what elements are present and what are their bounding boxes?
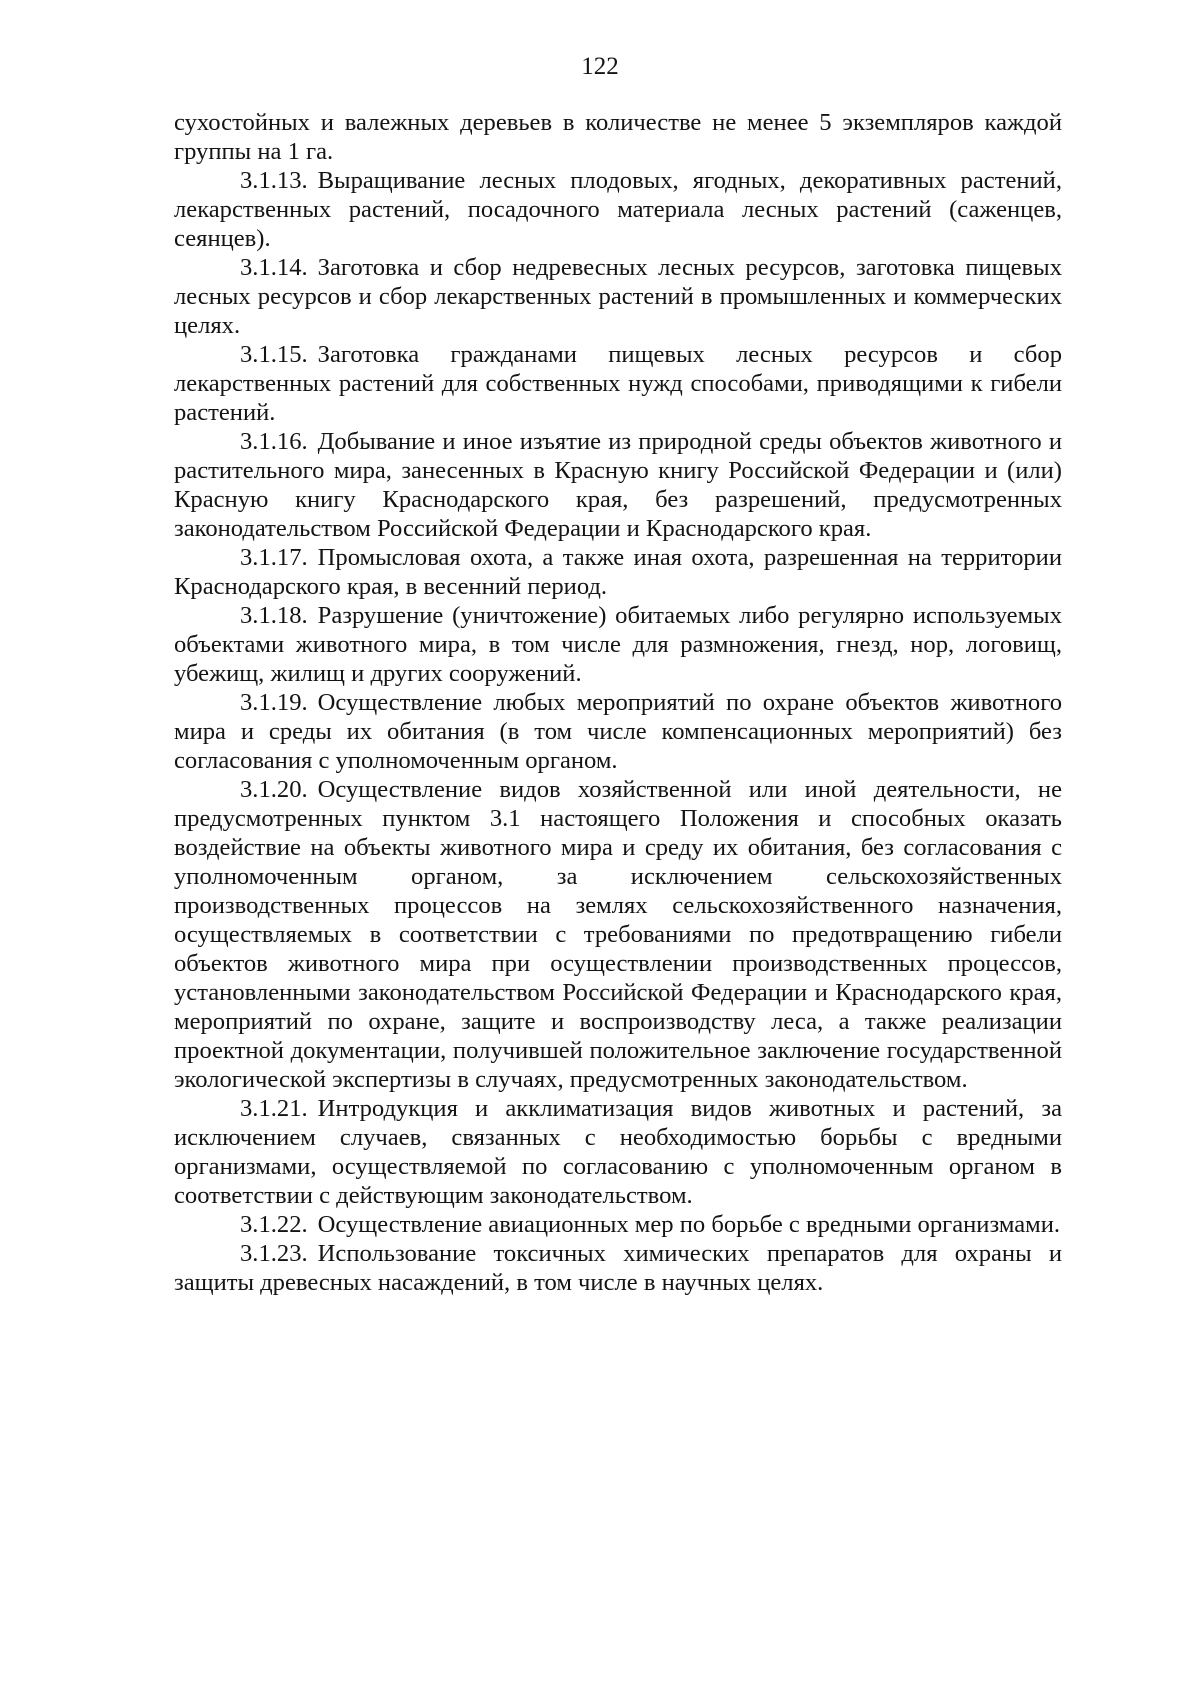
paragraph-number: 3.1.17. <box>240 544 308 571</box>
paragraph-text: Заготовка и сбор недревесных лесных ресурсов, заготовка пищевых лесных ресурсов и сбор лекарственных растений в промышленных и коммерческих целях. <box>174 254 1062 339</box>
paragraph-number: 3.1.18. <box>240 602 308 629</box>
paragraph-text: Промысловая охота, а также иная охота, разрешенная на территории Краснодарского края, в весенний период. <box>174 544 1062 600</box>
paragraph-text: Осуществление видов хозяйственной или иной деятельности, не предусмотренных пунктом 3.1 настоящего Положения и способных оказать воздействие на объекты животного мира и среду их обитания, без согласования с уполномоченным органом, за исключением сельскохозяйственных производственных процессов на землях сельскохозяйственного назначения, осуществляемых в соответствии с требованиями по предотвращению гибели объектов животного мира при осуществлении производственных процессов, установленными законодательством Российской Федерации и Краснодарского края, мероприятий по охране, защите и воспроизводству леса, а также реализации проектной документации, получившей положительное заключение государственной экологической экспертизы в случаях, предусмотренных законодательством. <box>174 776 1062 1093</box>
paragraph-text: Интродукция и акклиматизация видов животных и растений, за исключением случаев, связанных с необходимостью борьбы с вредными организмами, осуществляемой по согласованию с уполномоченным органом в соответствии с действующим законодательством. <box>174 1095 1062 1209</box>
paragraph-number: 3.1.23. <box>240 1240 308 1267</box>
paragraph-3-1-21 <box>174 1094 1062 1210</box>
document-body <box>174 108 1062 1297</box>
paragraph-number: 3.1.21. <box>240 1095 308 1122</box>
paragraph-3-1-16 <box>174 427 1062 543</box>
paragraph-text: Осуществление авиационных мер по борьбе с вредными организмами. <box>317 1211 1061 1238</box>
paragraph-3-1-13 <box>174 166 1062 253</box>
paragraph-number: 3.1.13. <box>240 167 308 194</box>
paragraph-text: Заготовка гражданами пищевых лесных ресурсов и сбор лекарственных растений для собственных нужд способами, приводящими к гибели растений. <box>174 341 1062 426</box>
page-number: 122 <box>581 53 619 80</box>
paragraph-text: Использование токсичных химических препаратов для охраны и защиты древесных насаждений, в том числе в научных целях. <box>174 1240 1062 1296</box>
paragraph-text: Разрушение (уничтожение) обитаемых либо регулярно используемых объектами животного мира, в том числе для размножения, гнезд, нор, логовищ, убежищ, жилищ и других сооружений. <box>174 602 1062 687</box>
paragraph-text: Осуществление любых мероприятий по охране объектов животного мира и среды их обитания (в том числе компенсационных мероприятий) без согласования с уполномоченным органом. <box>174 689 1062 774</box>
paragraph-number: 3.1.19. <box>240 689 308 716</box>
paragraph-3-1-23 <box>174 1239 1062 1297</box>
paragraph-3-1-18 <box>174 601 1062 688</box>
paragraph-number: 3.1.15. <box>240 341 308 368</box>
paragraph-text: сухостойных и валежных деревьев в количестве не менее 5 экземпляров каждой группы на 1 га. <box>174 109 1062 165</box>
paragraph-3-1-20 <box>174 775 1062 1094</box>
paragraph-number: 3.1.14. <box>240 254 308 281</box>
paragraph-number: 3.1.22. <box>240 1211 308 1238</box>
paragraph-3-1-15 <box>174 340 1062 427</box>
paragraph-3-1-14 <box>174 253 1062 340</box>
paragraph-3-1-19 <box>174 688 1062 775</box>
paragraph-text: Выращивание лесных плодовых, ягодных, декоративных растений, лекарственных растений, посадочного материала лесных растений (саженцев, сеянцев). <box>174 167 1062 252</box>
paragraph-text: Добывание и иное изъятие из природной среды объектов животного и растительного мира, занесенных в Красную книгу Российской Федерации и (или) Красную книгу Краснодарского края, без разрешений, предусмотренных законодательством Российской Федерации и Краснодарского края. <box>174 428 1062 542</box>
paragraph-3-1-22 <box>174 1210 1062 1239</box>
paragraph-3-1-17 <box>174 543 1062 601</box>
paragraph-number: 3.1.20. <box>240 776 308 803</box>
paragraph-continuation <box>174 108 1062 166</box>
paragraph-number: 3.1.16. <box>240 428 308 455</box>
